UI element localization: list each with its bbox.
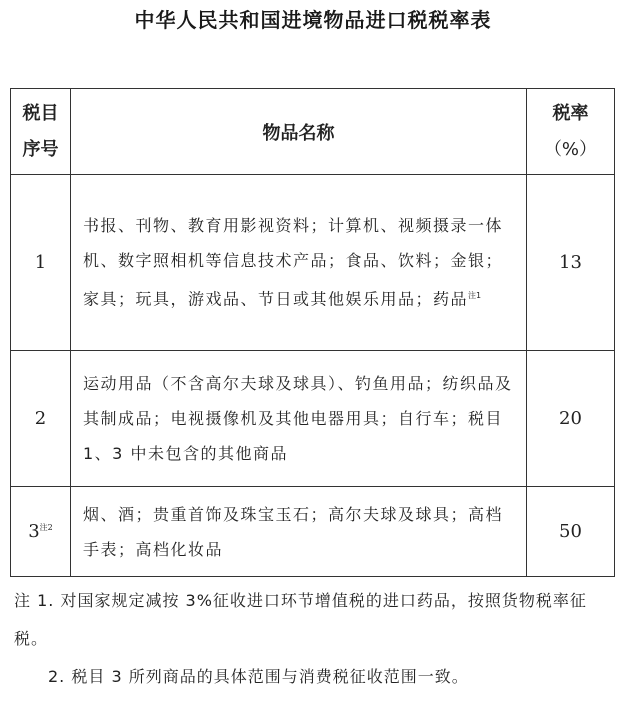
table-row — [11, 175, 615, 351]
row-item-name: 烟、酒；贵重首饰及珠宝玉石；高尔夫球及球具；高档手表；高档化妆品 — [71, 487, 527, 577]
header-num-line1: 税目 — [22, 102, 59, 124]
footnotes — [14, 582, 614, 696]
row-tax-rate: 13 — [527, 175, 615, 351]
page-title: 中华人民共和国进境物品进口税税率表 — [134, 8, 492, 32]
row-tax-rate: 20 — [527, 351, 615, 487]
row-number: 2 — [11, 351, 71, 487]
tax-rate-table — [10, 88, 615, 577]
table-row — [11, 487, 615, 577]
header-tax-item-number — [11, 89, 71, 175]
table-row — [11, 351, 615, 487]
row-item-name: 运动用品（不含高尔夫球及球具）、钓鱼用品；纺织品及其制成品；电视摄像机及其他电器用具；自行车；税目 1、3 中未包含的其他商品 — [71, 351, 527, 487]
header-rate-line2: （%） — [543, 138, 598, 160]
header-rate-line1: 税率 — [552, 102, 589, 124]
header-item-name: 物品名称 — [71, 89, 527, 175]
footnote-marker: 注1 — [468, 291, 482, 301]
footnote-marker: 注2 — [39, 523, 53, 532]
row-number: 1 — [11, 175, 71, 351]
row-item-name: 书报、刊物、教育用影视资料；计算机、视频摄录一体机、数字照相机等信息技术产品；食品、饮料；金银；家具；玩具，游戏品、节日或其他娱乐用品；药品$^{注1}$ — [71, 175, 527, 351]
table-header-row — [11, 89, 615, 175]
row-number: 3$^{注2}$ — [11, 487, 71, 577]
row-tax-rate: 50 — [527, 487, 615, 577]
footnote-1: 注 1. 对国家规定减按 3%征收进口环节增值税的进口药品，按照货物税率征税。 — [14, 591, 587, 648]
header-num-line2: 序号 — [22, 138, 59, 160]
header-tax-rate — [527, 89, 615, 175]
footnote-2: 2. 税目 3 所列商品的具体范围与消费税征收范围一致。 — [48, 667, 469, 686]
